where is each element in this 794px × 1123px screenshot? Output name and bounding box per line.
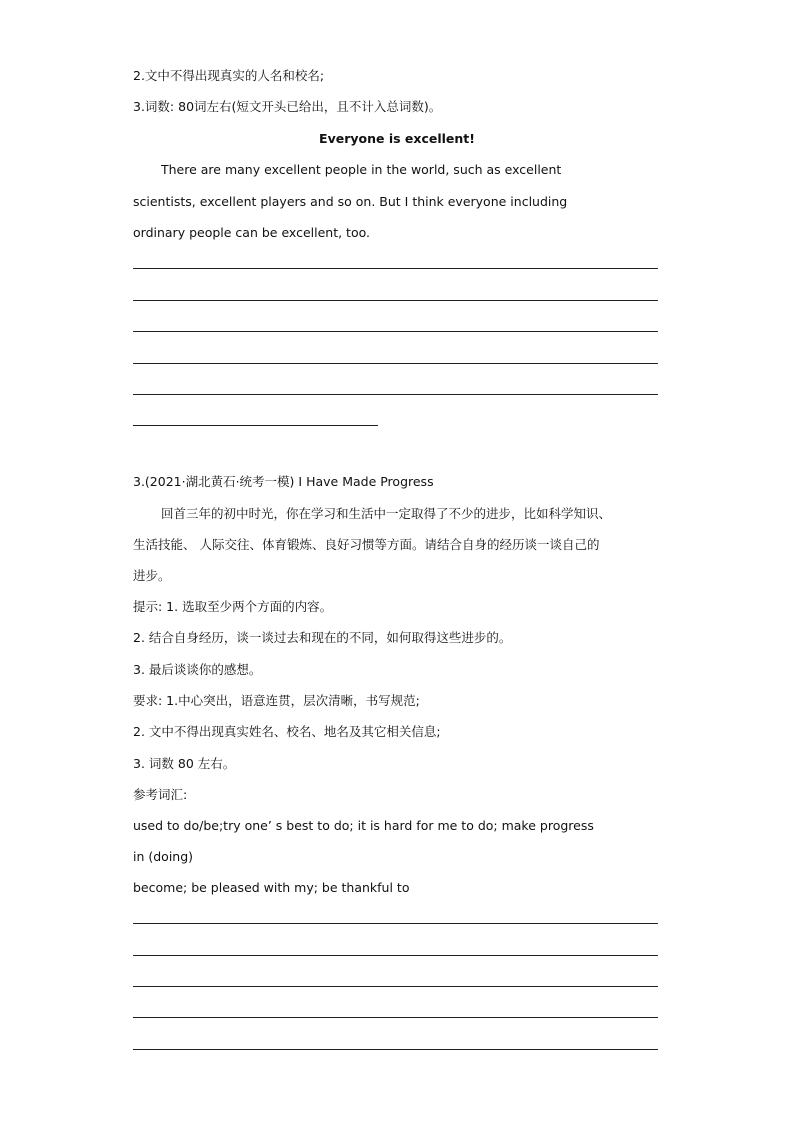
- essay-title: Everyone is excellent!: [319, 131, 475, 146]
- essay-line-3: ordinary people can be excellent, too.: [133, 225, 371, 240]
- essay-line-1: There are many excellent people in the world, such as excellent: [161, 162, 562, 177]
- answer-line: [133, 268, 658, 269]
- answer-line: [133, 331, 658, 332]
- answer-line: [133, 363, 658, 364]
- intro-line-3: 进步。: [133, 568, 171, 583]
- vocab-line-3: become; be pleased with my; be thankful to: [133, 880, 410, 895]
- hint-1: 提示: 1. 选取至少两个方面的内容。: [133, 599, 333, 614]
- intro-line-2: 生活技能、 人际交往、体育锻炼、良好习惯等方面。请结合自身的经历谈一谈自己的: [133, 537, 600, 552]
- vocab-label: 参考词汇:: [133, 787, 188, 802]
- answer-line: [133, 394, 658, 395]
- answer-line: [133, 923, 658, 924]
- requirement-1: 要求: 1.中心突出，语意连贯，层次清晰，书写规范;: [133, 693, 420, 708]
- answer-line: [133, 1049, 658, 1050]
- requirement-2: 2.文中不得出现真实的人名和校名;: [133, 68, 325, 83]
- vocab-line-2: in (doing): [133, 849, 194, 864]
- question-heading: 3.(2021·湖北黄石·统考一模) I Have Made Progress: [133, 474, 434, 489]
- vocab-line-1: used to do/be;try one’ s best to do; it is hard for me to do; make progress: [133, 818, 594, 833]
- requirement-2: 2. 文中不得出现真实姓名、校名、地名及其它相关信息;: [133, 724, 441, 739]
- essay-line-2: scientists, excellent players and so on. But I think everyone including: [133, 194, 568, 209]
- requirement-3: 3.词数: 80词左右(短文开头已给出，且不计入总词数)。: [133, 99, 442, 114]
- hint-3: 3. 最后谈谈你的感想。: [133, 662, 262, 677]
- requirement-3: 3. 词数 80 左右。: [133, 756, 236, 771]
- intro-line-1: 回首三年的初中时光，你在学习和生活中一定取得了不少的进步，比如科学知识、: [161, 506, 612, 521]
- answer-line: [133, 955, 658, 956]
- answer-line: [133, 986, 658, 987]
- hint-2: 2. 结合自身经历，谈一谈过去和现在的不同，如何取得这些进步的。: [133, 630, 512, 645]
- answer-line: [133, 300, 658, 301]
- answer-line: [133, 1017, 658, 1018]
- answer-line-short: [133, 425, 378, 426]
